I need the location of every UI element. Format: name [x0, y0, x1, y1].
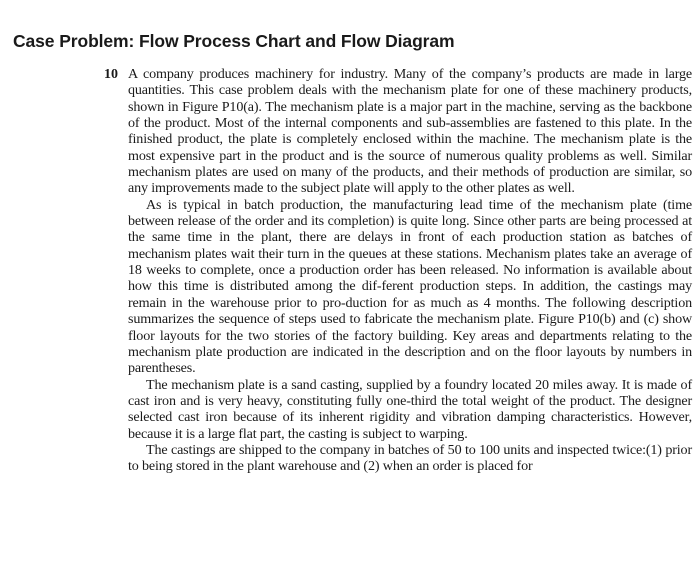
paragraph: As is typical in batch production, the manufacturing lead time of the mechanism plate (time between release of the order and its completion) is quite long. Since other parts are being processed at the same time in the plant, there are delays in front of each production station as batches of mechanism plates wait their turn in the queues at these stations. Mechanism plates take an average of 18 weeks to complete, once a production order has been released. No information is available about how this time is distributed among the dif-ferent production steps. In addition, the castings may remain in the warehouse prior to pro-duction for as much as 4 months. The following description summarizes the sequence of steps used to fabricate the mechanism plate. Figure P10(b) and (c) show floor layouts for the two stories of the factory building. Key areas and departments relating to the mechanism plate production are indicated in the description and on the floor layouts by numbers in parentheses. [128, 196, 692, 377]
problem-body [128, 66, 692, 475]
problem-number: 10 [104, 67, 118, 82]
section-heading: Case Problem: Flow Process Chart and Flow Diagram [13, 31, 455, 51]
paragraph: The mechanism plate is a sand casting, supplied by a foundry located 20 miles away. It is made of cast iron and is very heavy, constituting fully one-third the total weight of the product. The designer selected cast iron because of its inherent rigidity and vibration damping characteristics. However, because it is a large flat part, the casting is subject to warping. [128, 376, 692, 442]
paragraph: The castings are shipped to the company in batches of 50 to 100 units and inspected twice:(1) prior to being stored in the plant warehouse and (2) when an order is placed for [128, 441, 692, 475]
paragraph: A company produces machinery for industry. Many of the company’s products are made in large quantities. This case problem deals with the mechanism plate for one of these machinery products, shown in Figure P10(a). The mechanism plate is a major part in the machine, serving as the backbone of the product. Most of the internal components and sub-assemblies are fastened to this plate. In the finished product, the plate is completely enclosed within the machine. The mechanism plate is the most expensive part in the product and is the source of numerous quality problems as well. Similar mechanism plates are used on many of the products, and their methods of production are similar, so any improvements made to the subject plate will apply to the other plates as well. [128, 66, 692, 197]
